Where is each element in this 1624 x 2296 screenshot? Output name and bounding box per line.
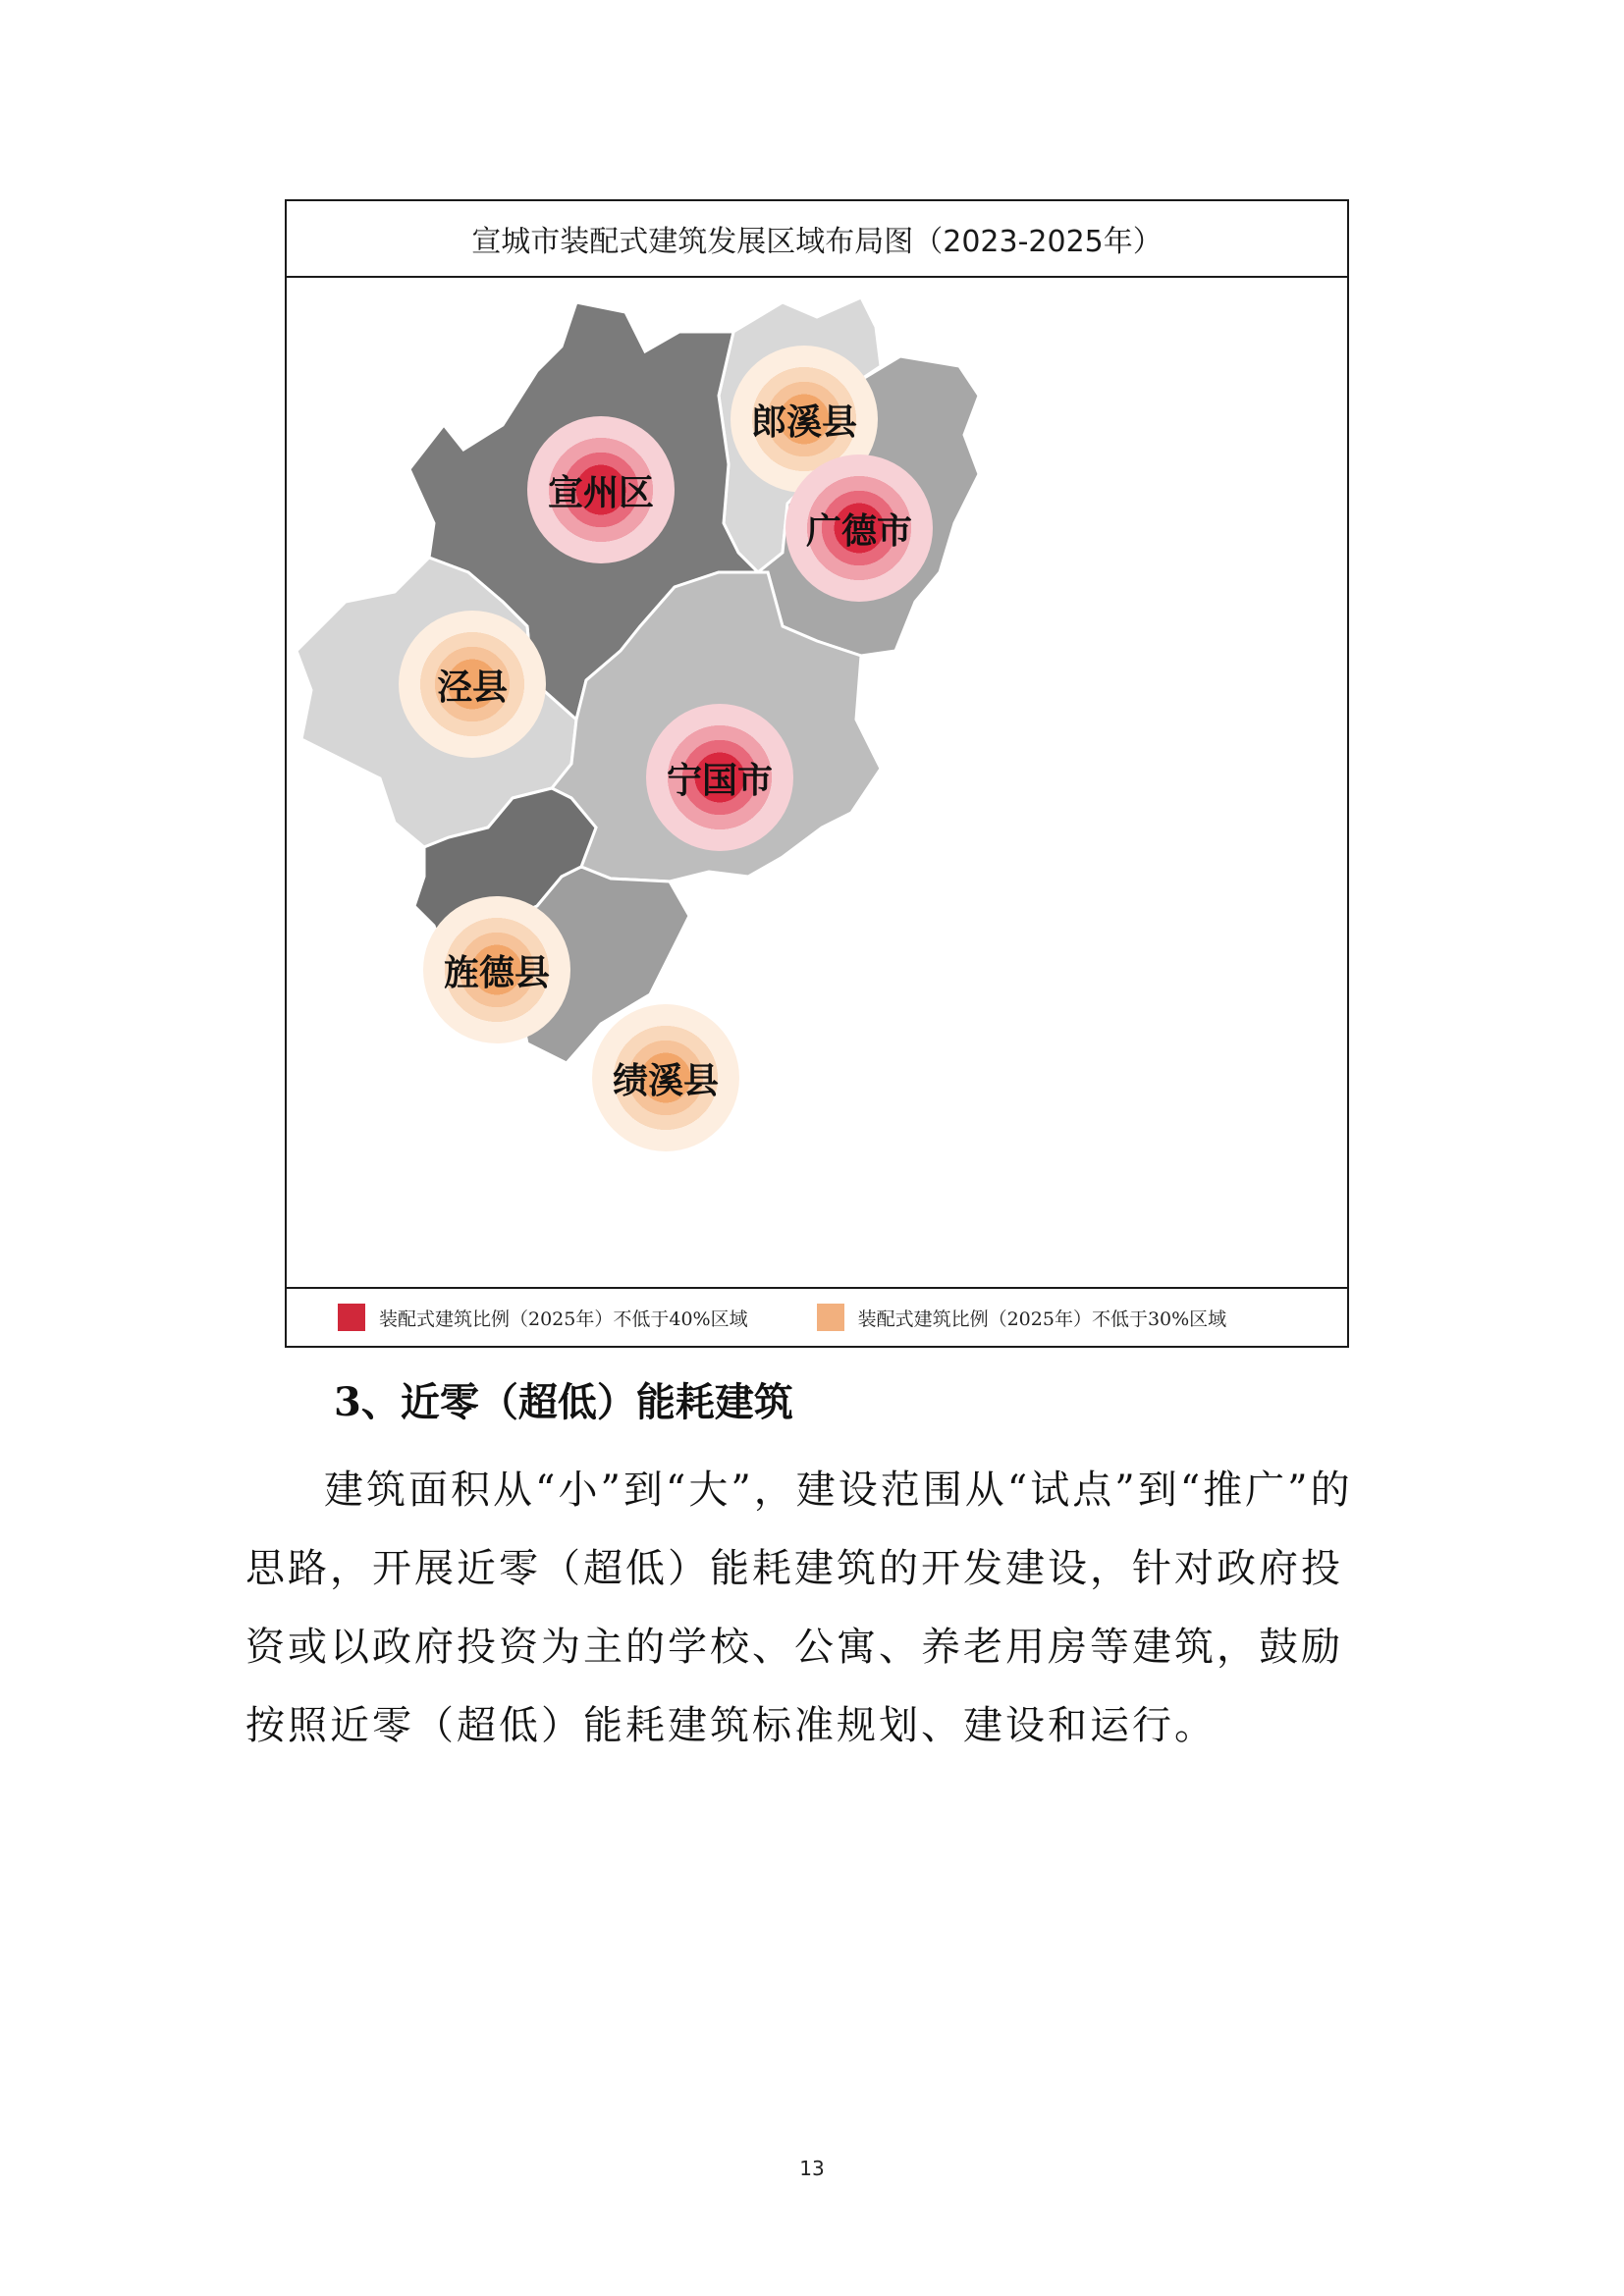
legend-swatch-orange xyxy=(817,1304,844,1331)
bubble-guangde xyxy=(785,454,933,602)
label-jingxian: 泾县 xyxy=(436,667,508,708)
legend-label-orange: 装配式建筑比例（2025年）不低于30%区域 xyxy=(857,1308,1227,1330)
legend xyxy=(287,1287,1347,1346)
bubble-xuanzhou xyxy=(527,416,675,563)
label-jingde: 旌德县 xyxy=(443,952,550,993)
body-paragraph: 建筑面积从“小”到“大”，建设范围从“试点”到“推广”的思路，开展近零（超低）能耗建筑的开发建设，针对政府投资或以政府投资为主的学校、公寓、养老用房等建筑，鼓励按照近零（超低）能耗建筑标准规划、建设和运行。 xyxy=(245,1468,1353,1748)
section-heading: 3、近零（超低）能耗建筑 xyxy=(334,1379,793,1425)
label-guangde: 广德市 xyxy=(805,510,912,552)
region-map xyxy=(287,278,1347,1289)
label-jixi: 绩溪县 xyxy=(612,1060,719,1101)
legend-item-red xyxy=(338,1304,748,1331)
label-langxi: 郎溪县 xyxy=(750,401,857,443)
page-number: 13 xyxy=(799,2157,825,2180)
legend-item-orange xyxy=(817,1304,1227,1331)
bubble-jingxian xyxy=(399,611,546,758)
map-figure xyxy=(285,199,1349,1348)
bubble-jixi xyxy=(592,1004,739,1151)
label-ningguo: 宁国市 xyxy=(666,760,773,801)
bubble-jingde xyxy=(423,896,570,1043)
figure-title: 宣城市装配式建筑发展区域布局图（2023-2025年） xyxy=(287,201,1347,278)
legend-swatch-red xyxy=(338,1304,365,1331)
label-xuanzhou: 宣州区 xyxy=(547,472,654,513)
legend-label-red: 装配式建筑比例（2025年）不低于40%区域 xyxy=(379,1308,748,1330)
bubble-ningguo xyxy=(646,704,793,851)
